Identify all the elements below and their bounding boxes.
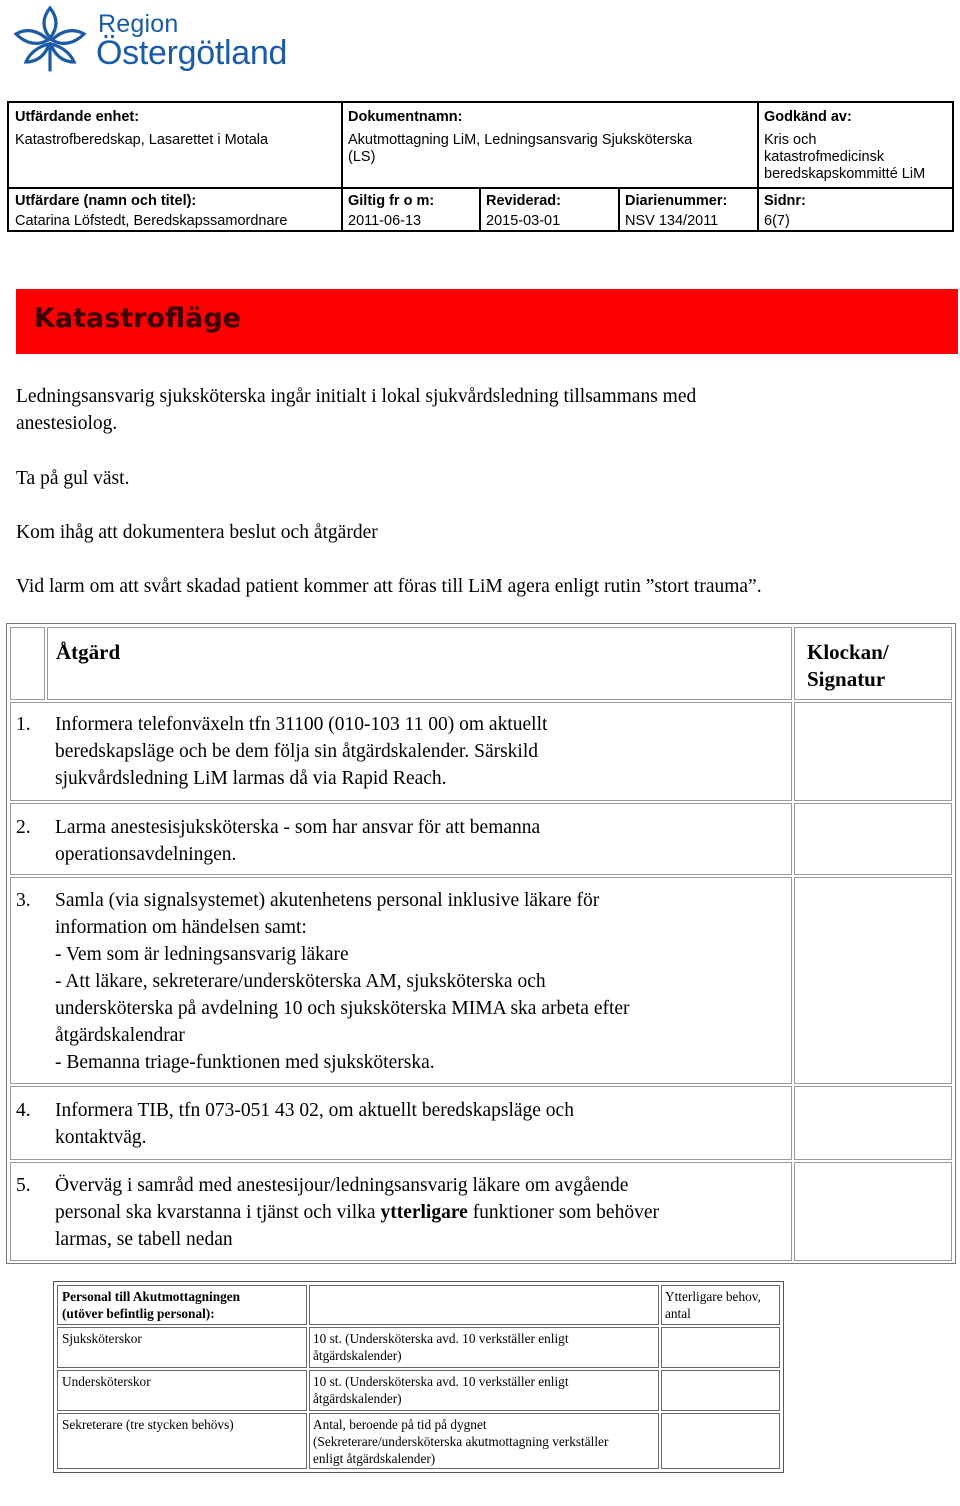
action-text: - Vem som är ledningsansvarig läkare	[55, 944, 349, 965]
table-cell	[661, 1413, 780, 1469]
signature-cell	[794, 702, 952, 801]
dokumentnamn-label: Dokumentnamn:	[348, 109, 463, 125]
staffing-table	[53, 1281, 784, 1473]
action-text: Samla (via signalsystemet) akutenhetens personal inklusive läkare för	[55, 890, 600, 911]
godkand-value: katastrofmedicinsk	[764, 149, 885, 165]
action-text: information om händelsen samt:	[55, 917, 307, 938]
column-header-action: Åtgärd	[56, 640, 121, 664]
signature-cell	[794, 1162, 952, 1261]
table-cell	[661, 1370, 780, 1411]
staff-header: antal	[665, 1306, 691, 1321]
staff-header: (utöver befintlig personal):	[62, 1306, 215, 1321]
staff-header: Ytterligare behov,	[665, 1289, 761, 1304]
action-number: 4.	[16, 1100, 31, 1121]
diarienummer-value: NSV 134/2011	[625, 213, 719, 229]
document-header-table	[7, 101, 954, 232]
action-text: operationsavdelningen.	[55, 844, 237, 865]
staff-note: åtgärdskalender)	[313, 1348, 402, 1363]
staff-note: 10 st. (Undersköterska avd. 10 verkställer enligt	[313, 1374, 569, 1389]
table-cell	[47, 627, 792, 700]
staff-note: enligt åtgärdskalender)	[313, 1451, 436, 1466]
staff-note: åtgärdskalender)	[313, 1391, 402, 1406]
intro-paragraph: anestesiolog.	[16, 413, 118, 434]
logo-emblem-icon	[12, 4, 92, 74]
action-number: 2.	[16, 817, 31, 838]
staff-header: Personal till Akutmottagningen	[62, 1289, 241, 1304]
banner-title: Katastrofläge	[34, 303, 241, 334]
action-text-part: funktioner som behöver	[467, 1202, 659, 1223]
staff-role: Undersköterskor	[62, 1374, 151, 1389]
utfardande-enhet-label: Utfärdande enhet:	[15, 109, 140, 125]
action-text: Informera TIB, tfn 073-051 43 02, om aktuellt beredskapsläge och	[55, 1100, 574, 1121]
action-text: Informera telefonväxeln tfn 31100 (010-103 11 00) om aktuellt	[55, 714, 548, 735]
reviderad-label: Reviderad:	[486, 193, 561, 209]
table-cell	[10, 627, 45, 700]
giltig-value: 2011-06-13	[348, 213, 422, 229]
header-divider	[341, 103, 343, 230]
action-text: sjukvårdsledning LiM larmas då via Rapid Reach.	[55, 768, 447, 789]
action-text: åtgärdskalendrar	[55, 1025, 185, 1046]
header-divider	[479, 187, 481, 230]
godkand-label: Godkänd av:	[764, 109, 852, 125]
table-cell	[661, 1327, 780, 1368]
signature-cell	[794, 877, 952, 1084]
diarienummer-label: Diarienummer:	[625, 193, 728, 209]
giltig-label: Giltig fr o m:	[348, 193, 435, 209]
column-header-signature: Signatur	[807, 667, 886, 691]
action-text: - Bemanna triage-funktionen med sjuksköterska.	[55, 1052, 435, 1073]
logo-text-region: Region	[98, 10, 179, 38]
staff-note: (Sekreterare/undersköterska akutmottagning verkställer	[313, 1434, 609, 1449]
katastroflage-banner	[16, 289, 958, 354]
utfardande-enhet-value: Katastrofberedskap, Lasarettet i Motala	[15, 132, 269, 148]
action-text: undersköterska på avdelning 10 och sjuksköterska MIMA ska arbeta efter	[55, 998, 630, 1019]
staff-note: 10 st. (Undersköterska avd. 10 verkställer enligt	[313, 1331, 569, 1346]
table-cell	[309, 1285, 659, 1325]
action-text: Larma anestesisjuksköterska - som har ansvar för att bemanna	[55, 817, 541, 838]
action-text: larmas, se tabell nedan	[55, 1229, 233, 1250]
signature-cell	[794, 1086, 952, 1160]
reviderad-value: 2015-03-01	[486, 213, 561, 229]
action-text-part: personal ska kvarstanna i tjänst och vilka	[55, 1202, 381, 1223]
action-text: Överväg i samråd med anestesijour/ledningsansvarig läkare om avgående	[55, 1175, 629, 1196]
staff-role: Sjuksköterskor	[62, 1331, 142, 1346]
action-number: 1.	[16, 714, 31, 735]
staff-note: Antal, beroende på tid på dygnet	[313, 1417, 487, 1432]
action-text: - Att läkare, sekreterare/undersköterska AM, sjuksköterska och	[55, 971, 546, 992]
utfardare-label: Utfärdare (namn och titel):	[15, 193, 197, 209]
intro-paragraph: Ledningsansvarig sjuksköterska ingår initialt i lokal sjukvårdsledning tillsammans med	[16, 386, 697, 407]
intro-paragraph: Ta på gul väst.	[16, 468, 130, 489]
logo-text-ostergotland: Östergötland	[96, 34, 288, 72]
sidnr-value: 6(7)	[764, 213, 790, 229]
dokumentnamn-value: (LS)	[348, 149, 376, 165]
dokumentnamn-value: Akutmottagning LiM, Ledningsansvarig Sjuksköterska	[348, 132, 693, 148]
action-text: kontaktväg.	[55, 1127, 147, 1148]
godkand-value: beredskapskommitté LiM	[764, 166, 926, 182]
intro-paragraph: Kom ihåg att dokumentera beslut och åtgärder	[16, 522, 378, 543]
action-number: 3.	[16, 890, 31, 911]
godkand-value: Kris och	[764, 132, 817, 148]
signature-cell	[794, 803, 952, 875]
header-divider	[618, 187, 620, 230]
utfardare-value: Catarina Löfstedt, Beredskapssamordnare	[15, 213, 288, 229]
region-ostergotland-logo	[12, 4, 302, 76]
action-number: 5.	[16, 1175, 31, 1196]
column-header-signature: Klockan/	[807, 640, 889, 664]
staff-role: Sekreterare (tre stycken behövs)	[62, 1417, 234, 1432]
header-divider	[757, 103, 759, 230]
action-text-emphasis: ytterligare	[380, 1202, 468, 1223]
sidnr-label: Sidnr:	[764, 193, 806, 209]
action-text	[55, 1199, 659, 1226]
action-text: beredskapsläge och be dem följa sin åtgärdskalender. Särskild	[55, 741, 539, 762]
intro-paragraph: Vid larm om att svårt skadad patient kommer att föras till LiM agera enligt rutin ”stort trauma”.	[16, 576, 762, 597]
